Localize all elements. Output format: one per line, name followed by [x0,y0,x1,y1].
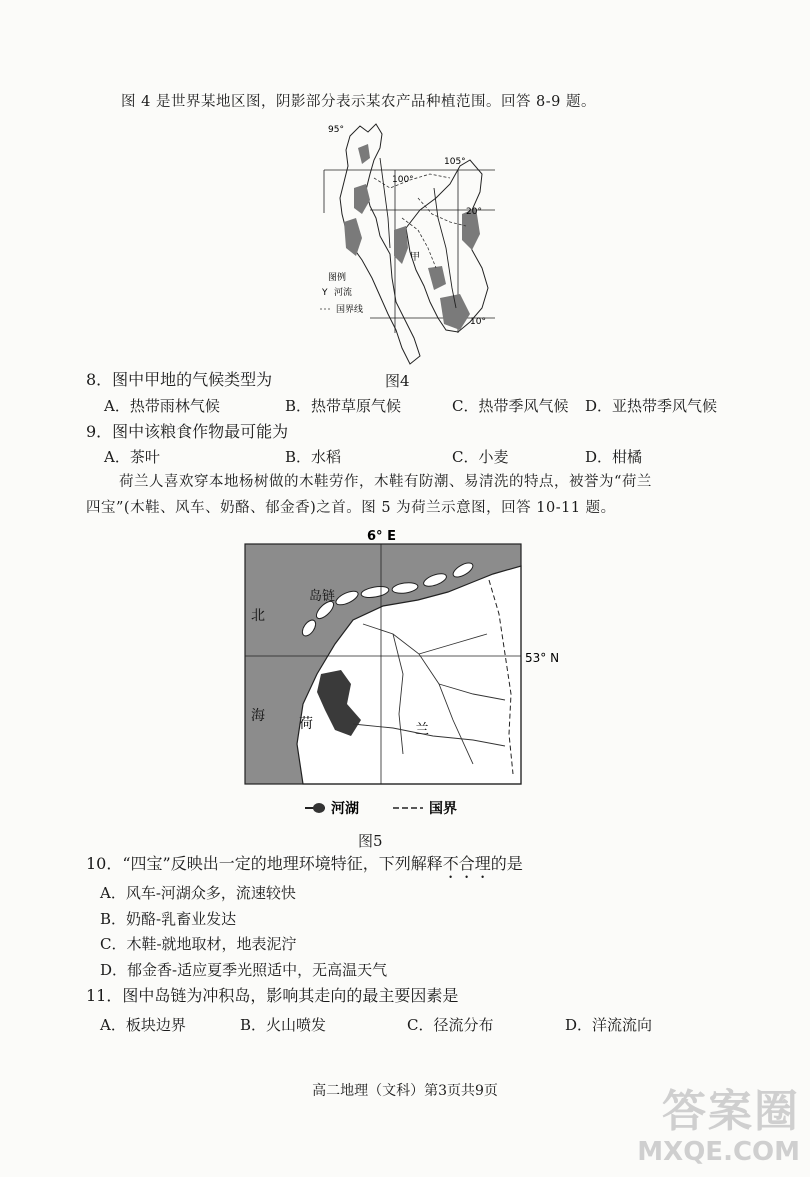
q9-option-c[interactable]: C．小麦 [452,448,509,466]
fig5-legend-border: 国界 [429,801,457,817]
fig4-lat10: 10° [470,317,486,327]
fig5-legend-lake-symbol [313,803,325,813]
q10-option-c[interactable]: C．木鞋-就地取材，地表泥泞 [100,935,297,953]
page-footer: 高二地理（文科）第3页共9页 [312,1083,498,1099]
fig5-lat-label: 53° N [525,651,560,665]
q8-option-c[interactable]: C．热带季风气候 [452,397,569,415]
figure-4-map [310,118,510,370]
fig5-legend-river: 河湖 [331,801,359,817]
watermark-line2: MXQE.COM [637,1137,800,1167]
fig5-label-north: 北 [251,608,265,624]
q10-stem-emphasis: 不合理 [442,854,491,873]
q9-option-d[interactable]: D．柑橘 [585,448,643,466]
fig5-caption: 图5 [358,832,383,850]
q9-option-a[interactable]: A．茶叶 [104,448,160,466]
watermark [637,1087,800,1167]
fig4-caption: 图4 [385,372,410,390]
q10-option-a[interactable]: A．风车-河湖众多，流速较快 [100,884,296,902]
fig4-legend-title: 图例 [328,273,347,283]
fig4-lon95: 95° [328,125,344,135]
fig4-lat20: 20° [466,207,482,217]
q11-option-d[interactable]: D．洋流流向 [565,1016,653,1034]
fig5-lon-label: 6° E [367,529,396,544]
intro-q10-11-line2: 四宝”(木鞋、风车、奶酪、郁金香)之首。图 5 为荷兰示意图，回答 10-11 题。 [86,500,616,516]
fig4-lon105: 105° [444,157,466,167]
q9-stem: 9．图中该粮食作物最可能为 [86,422,289,441]
q11-option-b[interactable]: B．火山喷发 [240,1016,327,1034]
fig5-label-sea: 海 [251,708,265,724]
q10-stem-part2: 的是 [490,854,523,873]
q11-stem: 11．图中岛链为冲积岛，影响其走向的最主要因素是 [86,986,459,1005]
q11-option-a[interactable]: A．板块边界 [100,1016,186,1034]
q10-stem [86,854,523,882]
fig5-label-lan: 兰 [415,722,429,738]
intro-q10-11-line1: 荷兰人喜欢穿本地杨树做的木鞋劳作，木鞋有防潮、易清洗的特点，被誉为“荷兰 [119,474,652,490]
q8-stem: 8．图中甲地的气候类型为 [86,370,273,389]
intro-q8-9: 图 4 是世界某地区图，阴影部分表示某农产品种植范围。回答 8-9 题。 [121,94,597,110]
fig4-place-jia: 甲 [410,252,420,263]
q11-option-c[interactable]: C．径流分布 [407,1016,494,1034]
q10-option-b[interactable]: B．奶酪-乳畜业发达 [100,910,237,928]
figure-5-map [243,524,573,824]
watermark-line1: 答案圈 [662,1086,800,1137]
fig4-legend-border: 国界线 [336,305,364,315]
q8-option-d[interactable]: D．亚热带季风气候 [585,397,718,415]
fig5-label-island: 岛链 [309,589,336,604]
fig4-legend-river-symbol: Y [322,288,328,298]
q10-option-d[interactable]: D．郁金香-适应夏季光照适中，无高温天气 [100,961,388,979]
fig5-label-he: 荷 [299,716,313,732]
fig4-legend-river: 河流 [334,288,353,298]
fig4-lon100: 100° [392,175,414,185]
q10-stem-part1: 10．“四宝”反映出一定的地理环境特征，下列解释 [86,854,443,873]
q9-option-b[interactable]: B．水稻 [285,448,342,466]
q8-option-b[interactable]: B．热带草原气候 [285,397,402,415]
fig4-shaded-areas [344,144,480,330]
q8-option-a[interactable]: A．热带雨林气候 [104,397,220,415]
